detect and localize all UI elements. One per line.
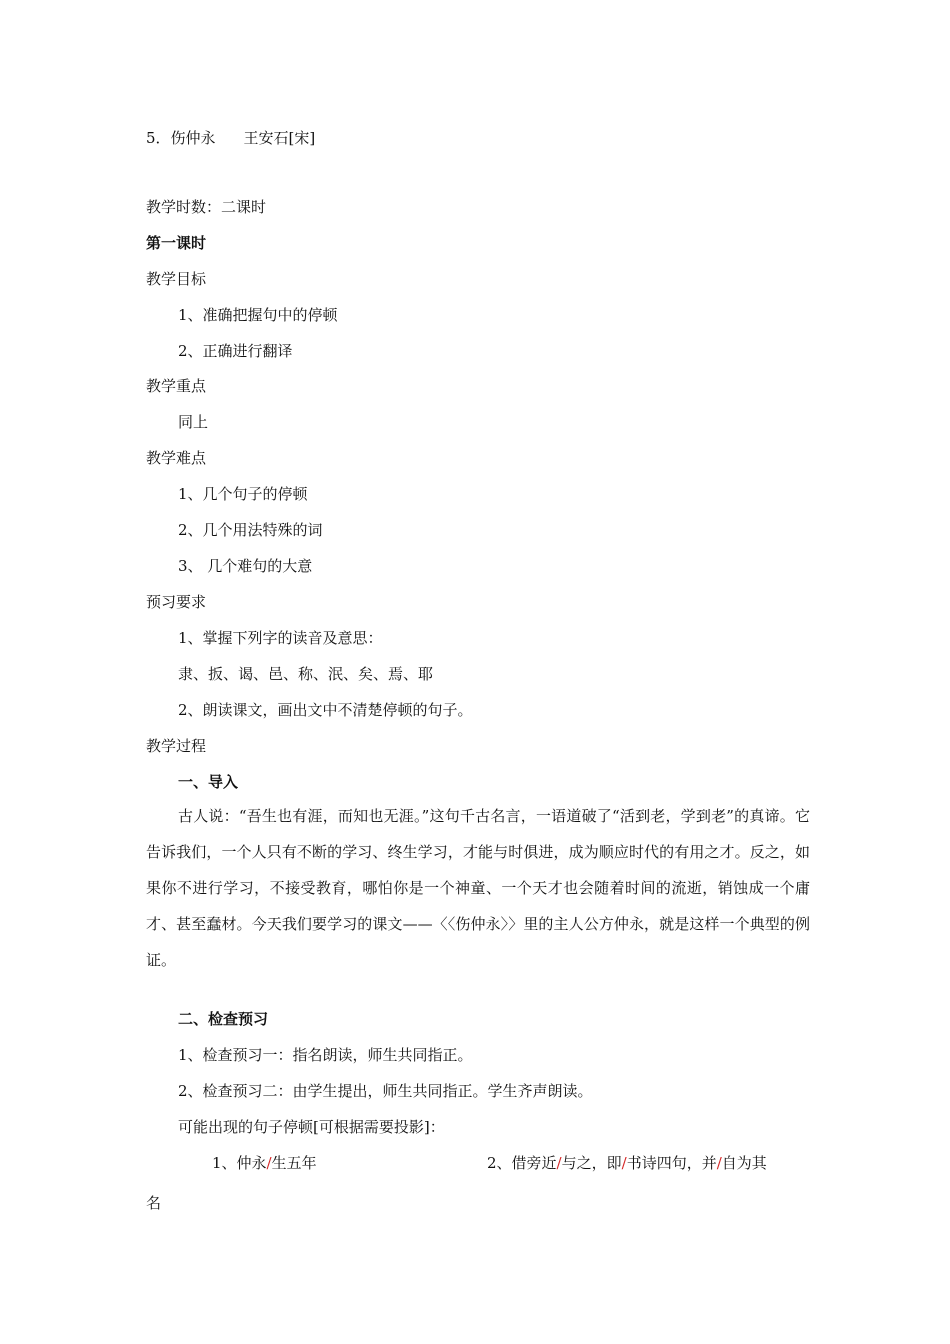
title-text: 5．伤仲永 [146, 129, 216, 147]
pause-text: 2、借旁近 [487, 1154, 557, 1172]
difficulty-item: 1、几个句子的停顿 [178, 485, 308, 503]
title-author: 王安石[宋] [243, 129, 316, 147]
process-heading: 教学过程 [146, 737, 207, 755]
pause-text: 书诗四句，并 [626, 1154, 717, 1172]
pause-example-1 [212, 1153, 317, 1173]
preview-item: 1、掌握下列字的读音及意思： [178, 629, 383, 647]
pause-text: 自为其 [721, 1154, 767, 1172]
pause-slash: / [266, 1154, 272, 1172]
intro-paragraph: 古人说：“吾生也有涯，而知也无涯。”这句千古名言，一语道破了“活到老，学到老”的真谛。它告诉我们，一个人只有不断的学习、终生学习，才能与时俱进，成为顺应时代的有用之才。反之，如果你不进行学习，不接受教育，哪怕你是一个神童、一个天才也会随着时间的流逝，销蚀成一个庸才、甚至蠢材。今天我们要学习的课文——〈〈伤仲永〉〉里的主人公方仲永，就是这样一个典型的例证。 [146, 807, 810, 969]
lesson-one-heading: 第一课时 [146, 234, 207, 252]
doc-title [146, 128, 315, 148]
pause-example-2 [487, 1153, 767, 1173]
pause-text: 与之，即 [561, 1154, 622, 1172]
pause-text: 1、仲永 [212, 1154, 267, 1172]
preview-item: 2、朗读课文，画出文中不清楚停顿的句子。 [178, 701, 473, 719]
pause-slash: / [716, 1154, 722, 1172]
possible-pauses-intro: 可能出现的句子停顿[可根据需要投影]： [178, 1118, 445, 1136]
preview-heading: 预习要求 [146, 593, 207, 611]
pause-example-2-wrap: 名 [146, 1194, 162, 1212]
goals-heading: 教学目标 [146, 270, 207, 288]
pause-slash: / [556, 1154, 562, 1172]
difficulty-item: 2、几个用法特殊的词 [178, 521, 323, 539]
goal-item: 1、准确把握句中的停顿 [178, 306, 338, 324]
intro-heading: 一、导入 [178, 773, 239, 791]
teaching-hours: 教学时数：二课时 [146, 198, 267, 216]
difficulties-heading: 教学难点 [146, 449, 207, 467]
check-item: 1、检查预习一：指名朗读，师生共同指正。 [178, 1046, 473, 1064]
preview-chars: 隶、扳、谒、邑、称、泯、矣、焉、耶 [178, 665, 434, 683]
key-points-text: 同上 [178, 413, 209, 431]
check-heading: 二、检查预习 [178, 1010, 269, 1028]
check-item: 2、检查预习二：由学生提出，师生共同指正。学生齐声朗读。 [178, 1082, 593, 1100]
key-points-heading: 教学重点 [146, 377, 207, 395]
difficulty-item: 3、 几个难句的大意 [178, 557, 313, 575]
goal-item: 2、正确进行翻译 [178, 342, 293, 360]
pause-slash: / [621, 1154, 627, 1172]
pause-text: 生五年 [271, 1154, 317, 1172]
